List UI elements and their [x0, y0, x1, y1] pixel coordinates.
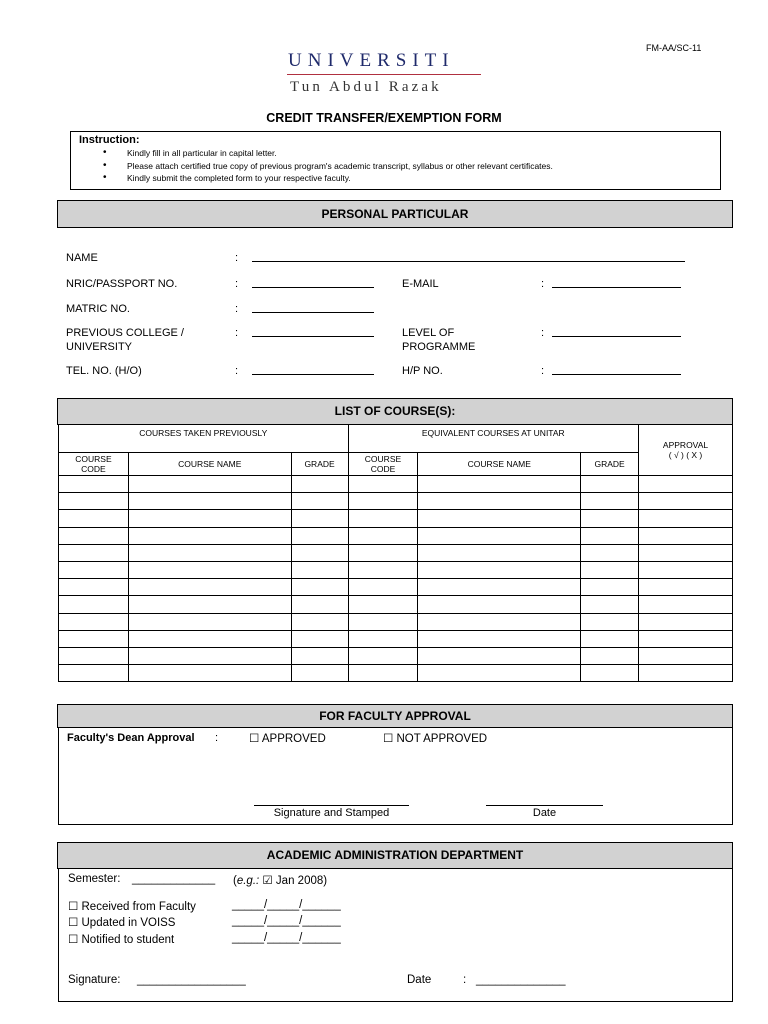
level-of-programme-label: [402, 326, 475, 354]
table-cell[interactable]: [581, 596, 639, 613]
table-row: [59, 596, 733, 613]
instruction-box: [70, 131, 721, 190]
approved-checkbox[interactable]: ☐ APPROVED: [249, 733, 326, 745]
colon: :: [541, 327, 545, 339]
received-from-faculty-checkbox[interactable]: ☐ Received from Faculty: [68, 901, 196, 913]
equivalent-courses-header: EQUIVALENT COURSES AT UNITAR: [348, 425, 639, 453]
course-code-header-line1: COURSE: [364, 454, 402, 464]
level-label-line2: PROGRAMME: [402, 341, 476, 353]
colon: :: [541, 278, 545, 290]
table-cell[interactable]: [581, 630, 639, 647]
course-name-header: COURSE NAME: [418, 453, 581, 476]
table-cell[interactable]: [581, 510, 639, 527]
table-row: [59, 527, 733, 544]
previous-college-label: [66, 326, 184, 354]
table-cell[interactable]: [418, 493, 581, 510]
updated-in-voiss-checkbox[interactable]: ☐ Updated in VOISS: [68, 917, 176, 929]
table-cell[interactable]: [581, 613, 639, 630]
table-row: [59, 647, 733, 664]
date-label: Date: [532, 807, 557, 819]
table-cell[interactable]: [348, 630, 418, 647]
table-cell[interactable]: [581, 527, 639, 544]
table-cell[interactable]: [348, 493, 418, 510]
table-cell[interactable]: [639, 596, 733, 613]
hp-field[interactable]: [552, 374, 681, 375]
table-cell[interactable]: [59, 630, 129, 647]
table-cell[interactable]: [291, 561, 348, 578]
table-cell[interactable]: [128, 476, 291, 493]
colon: :: [463, 974, 467, 986]
semester-field[interactable]: _____________: [132, 873, 216, 885]
table-cell[interactable]: [59, 613, 129, 630]
table-cell[interactable]: [128, 579, 291, 596]
table-cell[interactable]: [59, 647, 129, 664]
table-cell[interactable]: [291, 493, 348, 510]
table-cell[interactable]: [581, 665, 639, 682]
table-cell[interactable]: [128, 510, 291, 527]
signature-line[interactable]: [254, 805, 409, 806]
instruction-list: [79, 147, 712, 185]
table-cell[interactable]: [639, 613, 733, 630]
table-cell[interactable]: [348, 527, 418, 544]
level-of-programme-field[interactable]: [552, 336, 681, 337]
table-cell[interactable]: [59, 665, 129, 682]
eg-value: ☑ Jan 2008): [259, 875, 328, 887]
table-cell[interactable]: [639, 544, 733, 561]
table-cell[interactable]: [128, 630, 291, 647]
table-cell[interactable]: [581, 579, 639, 596]
table-row: [59, 544, 733, 561]
table-cell[interactable]: [291, 510, 348, 527]
email-label: E-MAIL: [402, 278, 439, 290]
table-cell[interactable]: [418, 561, 581, 578]
table-cell[interactable]: [418, 510, 581, 527]
updated-date-field[interactable]: _____/_____/______: [232, 915, 341, 927]
table-cell[interactable]: [128, 493, 291, 510]
colon: :: [541, 365, 545, 377]
table-row: [59, 630, 733, 647]
course-name-header: COURSE NAME: [128, 453, 291, 476]
table-row: [59, 579, 733, 596]
table-cell[interactable]: [418, 476, 581, 493]
table-cell[interactable]: [639, 476, 733, 493]
logo-text-universiti: UNIVERSITI: [288, 50, 455, 71]
table-cell[interactable]: [128, 647, 291, 664]
table-row: [59, 493, 733, 510]
table-cell[interactable]: [418, 544, 581, 561]
table-cell[interactable]: [291, 647, 348, 664]
table-cell[interactable]: [348, 544, 418, 561]
grade-header: GRADE: [581, 453, 639, 476]
academic-admin-header: ACADEMIC ADMINISTRATION DEPARTMENT: [57, 842, 733, 869]
signature-field[interactable]: _________________: [137, 974, 246, 986]
table-cell[interactable]: [639, 527, 733, 544]
semester-label: Semester:: [68, 873, 121, 885]
table-row: [59, 561, 733, 578]
document-reference: FM-AA/SC-11: [646, 43, 702, 53]
table-cell[interactable]: [418, 527, 581, 544]
table-cell[interactable]: [59, 544, 129, 561]
approval-symbols: ( √ ) ( X ): [668, 450, 703, 460]
deans-approval-label: Faculty's Dean Approval: [67, 732, 195, 744]
table-cell[interactable]: [581, 647, 639, 664]
previous-college-field[interactable]: [252, 336, 374, 337]
table-cell[interactable]: [418, 665, 581, 682]
table-cell[interactable]: [291, 596, 348, 613]
table-cell[interactable]: [348, 510, 418, 527]
table-cell[interactable]: [128, 665, 291, 682]
table-cell[interactable]: [348, 561, 418, 578]
table-cell[interactable]: [581, 493, 639, 510]
date-line[interactable]: [486, 805, 603, 806]
notified-student-checkbox[interactable]: ☐ Notified to student: [68, 934, 175, 946]
tel-label: TEL. NO. (H/O): [66, 365, 142, 377]
table-cell[interactable]: [59, 527, 129, 544]
colon: :: [235, 327, 239, 339]
table-cell[interactable]: [639, 579, 733, 596]
table-cell[interactable]: [348, 596, 418, 613]
received-date-field[interactable]: _____/_____/______: [232, 899, 341, 911]
colon: :: [215, 732, 219, 744]
table-row: [59, 665, 733, 682]
instruction-item: • Please attach certified true copy of previous program's academic transcript, syllabus or other relevant certificates.: [103, 160, 712, 173]
table-cell[interactable]: [348, 665, 418, 682]
table-cell[interactable]: [59, 561, 129, 578]
table-cell[interactable]: [59, 596, 129, 613]
table-cell[interactable]: [418, 647, 581, 664]
table-cell[interactable]: [291, 544, 348, 561]
matric-field[interactable]: [252, 312, 374, 313]
date-field[interactable]: ______________: [476, 974, 566, 986]
table-cell[interactable]: [291, 579, 348, 596]
colon: :: [235, 303, 239, 315]
table-cell[interactable]: [581, 544, 639, 561]
instruction-heading: Instruction:: [79, 134, 140, 146]
table-cell[interactable]: [128, 596, 291, 613]
table-cell[interactable]: [418, 613, 581, 630]
table-cell[interactable]: [639, 561, 733, 578]
semester-example: [233, 873, 327, 887]
course-code-header: [348, 453, 418, 476]
colon: :: [235, 278, 239, 290]
nric-field[interactable]: [252, 287, 374, 288]
level-label-line1: LEVEL OF: [402, 327, 455, 339]
logo-divider: [287, 74, 481, 75]
table-cell[interactable]: [418, 579, 581, 596]
tel-field[interactable]: [252, 374, 374, 375]
table-cell[interactable]: [639, 647, 733, 664]
eg-paren: (: [233, 875, 237, 887]
table-row: [59, 613, 733, 630]
instruction-item: • Kindly fill in all particular in capital letter.: [103, 147, 712, 160]
table-cell[interactable]: [128, 613, 291, 630]
hp-label: H/P NO.: [402, 365, 443, 377]
table-cell[interactable]: [59, 579, 129, 596]
table-cell[interactable]: [639, 493, 733, 510]
table-cell[interactable]: [59, 493, 129, 510]
table-cell[interactable]: [291, 613, 348, 630]
matric-label: MATRIC NO.: [66, 303, 130, 315]
table-cell[interactable]: [639, 630, 733, 647]
table-cell[interactable]: [581, 561, 639, 578]
course-code-header-line1: COURSE: [75, 454, 112, 464]
table-cell[interactable]: [581, 476, 639, 493]
course-code-header: [59, 453, 129, 476]
table-cell[interactable]: [291, 665, 348, 682]
notified-date-field[interactable]: _____/_____/______: [232, 932, 341, 944]
table-cell[interactable]: [348, 579, 418, 596]
table-cell[interactable]: [418, 630, 581, 647]
signature-stamp-label: Signature and Stamped: [273, 807, 390, 819]
table-cell[interactable]: [59, 476, 129, 493]
table-cell[interactable]: [128, 527, 291, 544]
table-cell[interactable]: [348, 647, 418, 664]
nric-label: NRIC/PASSPORT NO.: [66, 278, 178, 290]
personal-particular-header: PERSONAL PARTICULAR: [57, 200, 733, 228]
table-cell[interactable]: [639, 510, 733, 527]
name-field[interactable]: [252, 261, 685, 262]
table-cell[interactable]: [128, 544, 291, 561]
instruction-item: • Kindly submit the completed form to your respective faculty.: [103, 172, 712, 185]
list-of-courses-header: LIST OF COURSE(S):: [57, 398, 733, 425]
approval-header: [639, 425, 733, 476]
logo-text-tun-abdul-razak: Tun Abdul Razak: [290, 79, 442, 95]
previous-college-label-line2: UNIVERSITY: [66, 341, 133, 353]
courses-table: [58, 424, 733, 682]
faculty-approval-header: FOR FACULTY APPROVAL: [57, 704, 733, 728]
name-label: NAME: [66, 252, 98, 264]
previous-college-label-line1: PREVIOUS COLLEGE /: [66, 327, 184, 339]
colon: :: [235, 365, 239, 377]
table-cell[interactable]: [291, 527, 348, 544]
approval-label: APPROVAL: [662, 440, 709, 450]
table-cell[interactable]: [59, 510, 129, 527]
table-row: [59, 476, 733, 493]
form-title: CREDIT TRANSFER/EXEMPTION FORM: [266, 111, 502, 125]
eg-label: e.g.:: [236, 875, 260, 887]
table-cell[interactable]: [291, 630, 348, 647]
email-field[interactable]: [552, 287, 681, 288]
table-cell[interactable]: [639, 665, 733, 682]
course-code-header-line2: CODE: [81, 464, 106, 474]
table-cell[interactable]: [418, 596, 581, 613]
table-cell[interactable]: [348, 613, 418, 630]
table-cell[interactable]: [348, 476, 418, 493]
table-cell[interactable]: [128, 561, 291, 578]
not-approved-checkbox[interactable]: ☐ NOT APPROVED: [383, 733, 488, 745]
courses-taken-header: COURSES TAKEN PREVIOUSLY: [59, 425, 349, 453]
colon: :: [235, 252, 239, 264]
table-cell[interactable]: [291, 476, 348, 493]
grade-header: GRADE: [291, 453, 348, 476]
signature-label: Signature:: [68, 974, 121, 986]
course-code-header-line2: CODE: [370, 464, 396, 474]
table-row: [59, 510, 733, 527]
date-label: Date: [407, 974, 432, 986]
